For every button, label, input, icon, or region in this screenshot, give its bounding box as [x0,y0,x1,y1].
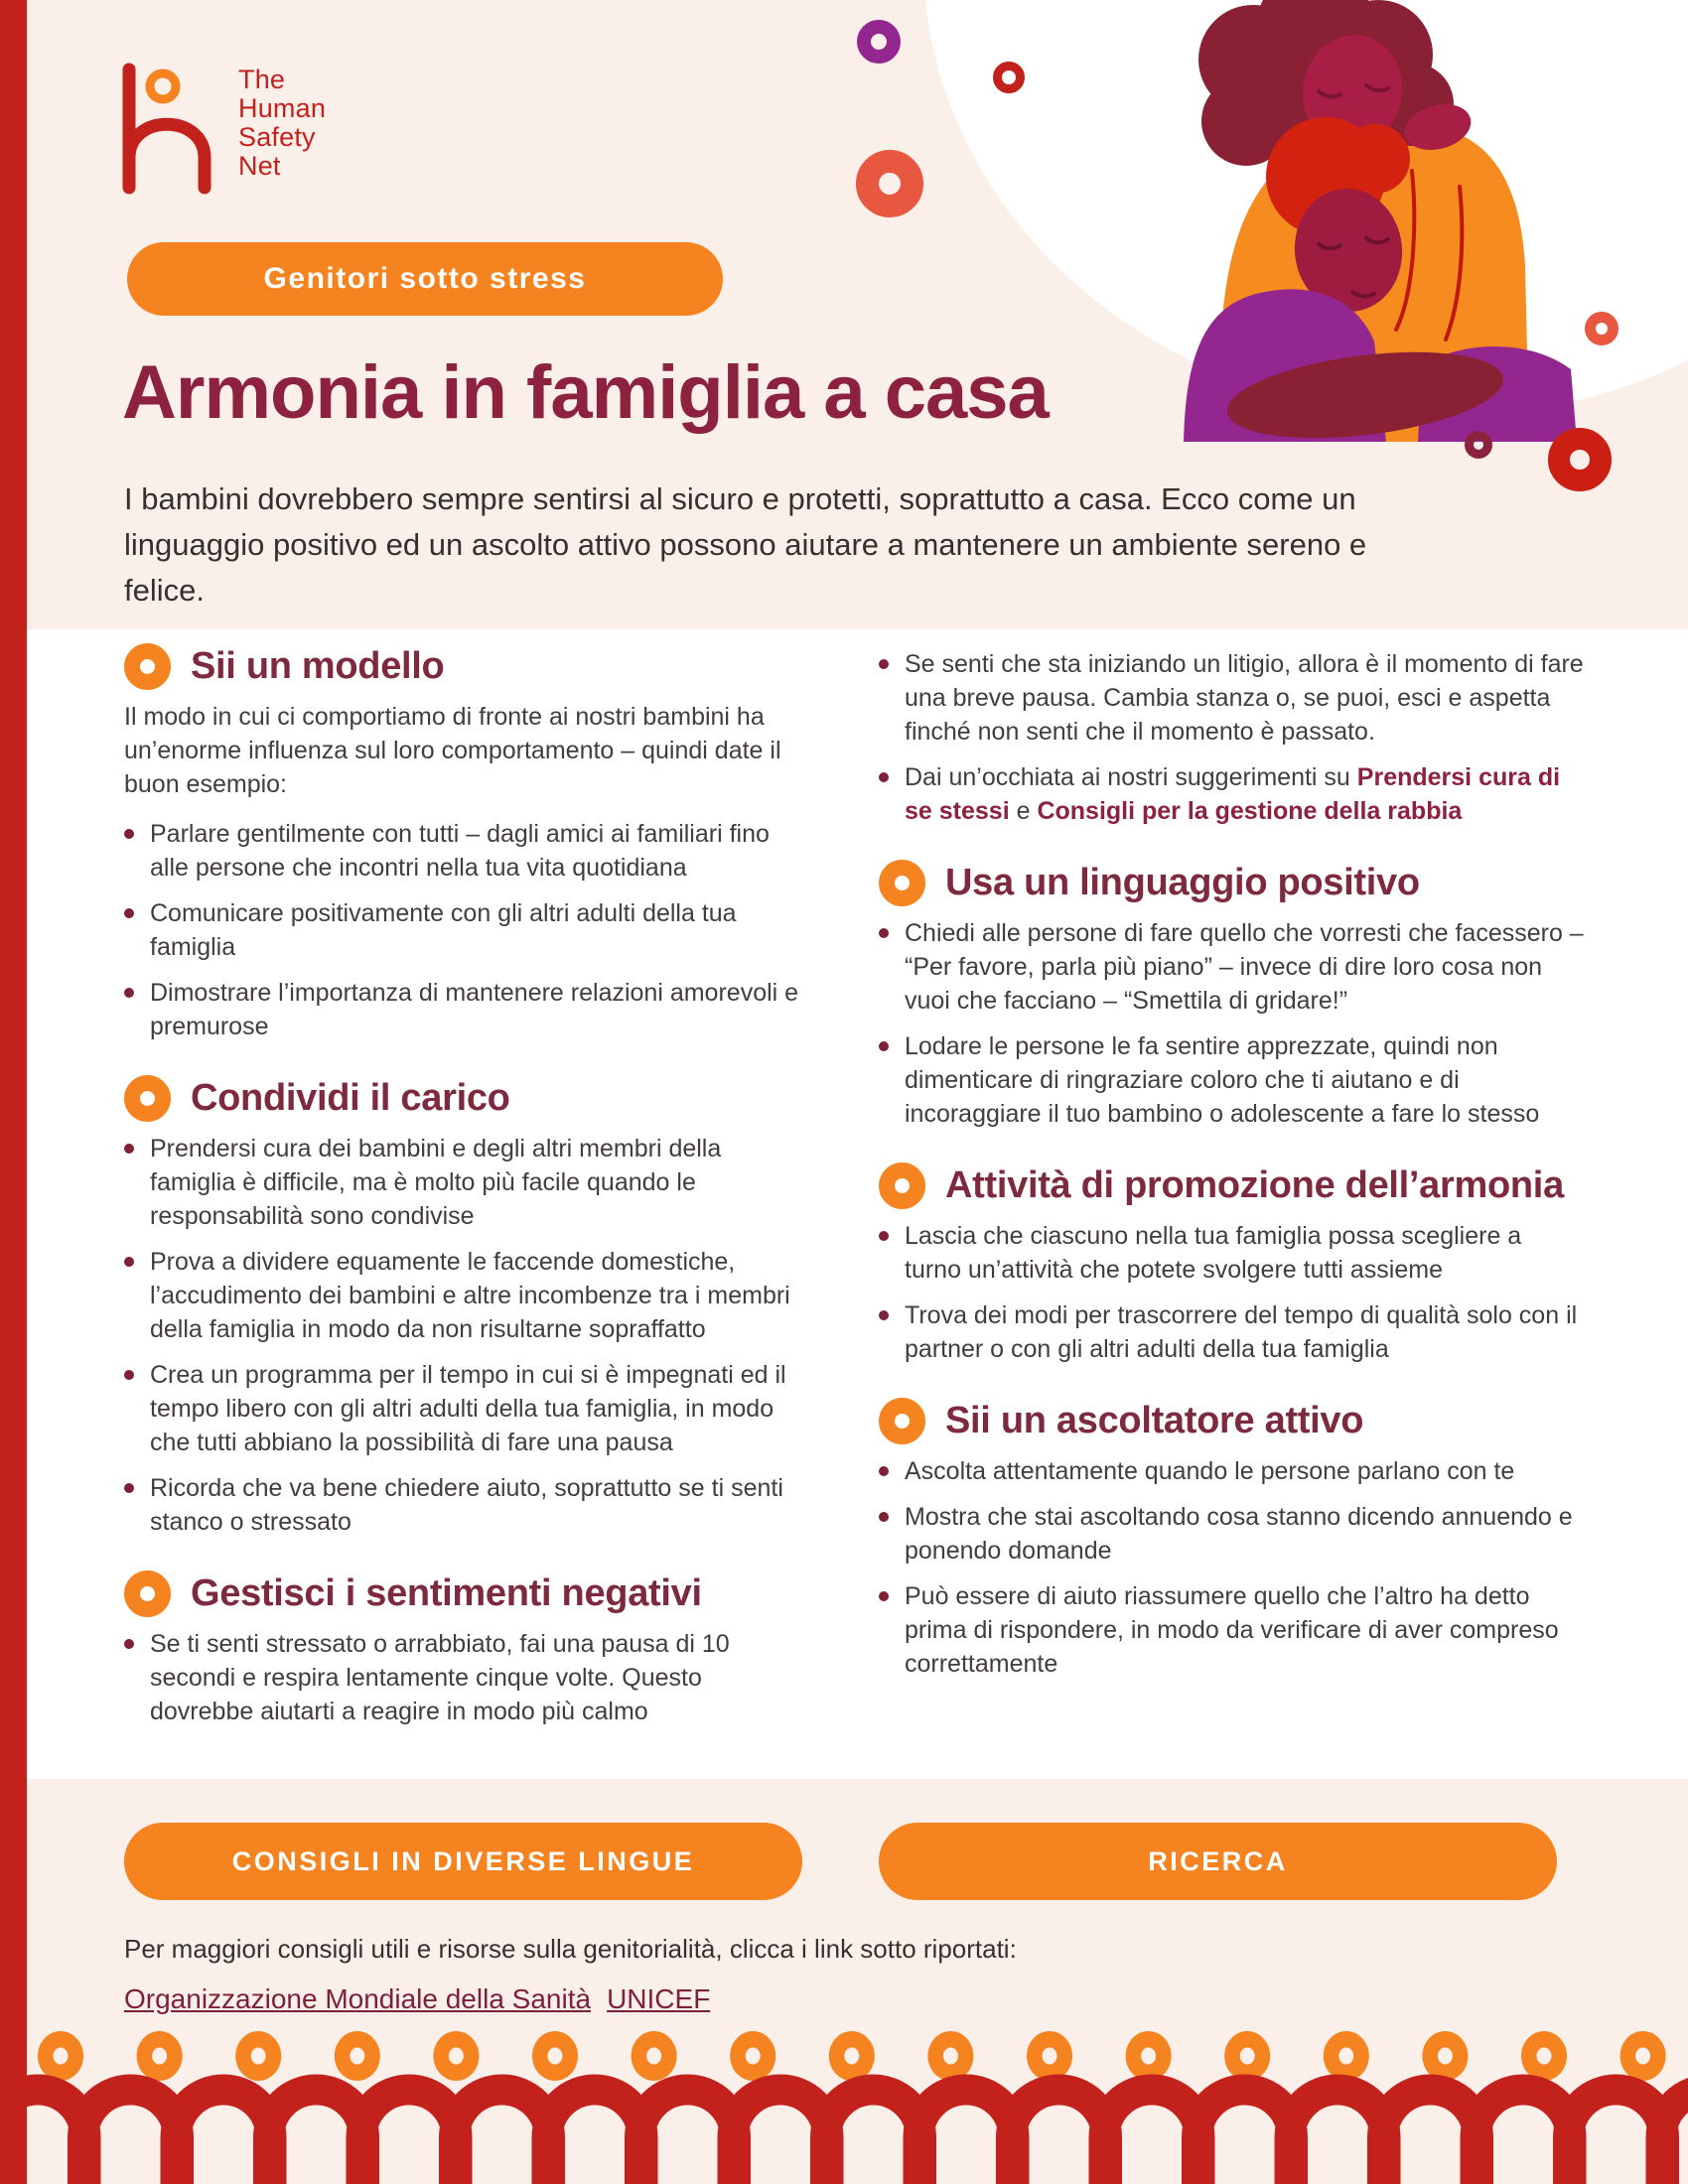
bullet-dot-icon [879,1591,889,1601]
section-donut-icon [124,1075,171,1122]
bullet-text: Prova a dividere equamente le faccende domestiche, l’accudimento dei bambini e altre incombenze tra i membri della famiglia in modo da non risultarne sopraffatto [150,1248,790,1343]
logo-line: The [238,65,286,94]
section-heading: Gestisci i sentimenti negativi [191,1572,702,1614]
section-heading: Usa un linguaggio positivo [945,862,1420,903]
list-item [124,1358,809,1459]
list-item [124,896,809,964]
bullet-dot-icon [879,928,889,938]
bullet-text: Chiedi alle persone di fare quello che vorresti che facessero – “Per favore, parla più piano” – invece di dire loro cosa non vuoi che facciano – “Smettila di gridare!” [905,919,1584,1015]
human-safety-net-logo-icon [117,62,226,196]
section-donut-icon [879,1398,925,1444]
section-donut-icon [879,860,925,906]
section-donut-icon [124,643,171,690]
section-donut-icon [124,1570,171,1617]
bullet-dot-icon [879,1466,889,1476]
footer-links [124,1983,726,2015]
bullet-dot-icon [124,908,134,918]
list-item [124,1132,809,1233]
tips-languages-button[interactable]: CONSIGLI IN DIVERSE LINGUE [124,1823,802,1900]
bullet-dot-icon [879,659,889,669]
bullet-dot-icon [124,1483,134,1493]
list-item [879,1500,1584,1568]
bullet-text: Prendersi cura dei bambini e degli altri membri della famiglia è difficile, ma è molto più facile quando le responsabilità sono condivise [150,1135,722,1230]
link-prendersi-cura-di-se-stessi[interactable]: Prendersi cura di se stessi [905,763,1561,825]
list-item [124,1471,809,1539]
bullet-dot-icon [879,1310,889,1320]
bullet-text: Se senti che sta iniziando un litigio, allora è il momento di fare una breve pausa. Cambia stanza o, se puoi, esci e aspetta finché non senti che il momento è passato. [905,650,1584,746]
list-item [879,1219,1584,1287]
list-item [879,1579,1584,1681]
list-item [879,760,1584,828]
tomato-donut-icon [856,150,923,217]
section-gestisci-sentimenti-negativi [124,1570,809,1617]
maroon-donut-icon [1465,431,1492,459]
section-heading: Sii un modello [191,645,445,687]
tomato-ring-icon [1585,312,1618,345]
bullet-text: Se ti senti stressato o arrabbiato, fai una pausa di 10 secondi e respira lentamente cinque volte. Questo dovrebbe aiutarti a reagire in modo più calmo [150,1630,730,1725]
big-red-donut-icon [1548,428,1612,491]
list-item [879,916,1584,1018]
bullet-dot-icon [124,829,134,839]
bullet-text: Comunicare positivamente con gli altri adulti della tua famiglia [150,899,737,961]
page-title: Armonia in famiglia a casa [122,350,1049,435]
section-usa-linguaggio-positivo [879,860,1584,906]
bottom-decorative-border [0,2020,1688,2184]
left-red-border [0,0,27,2184]
link-unicef[interactable]: UNICEF [607,1983,711,2014]
bullet-text: Parlare gentilmente con tutti – dagli amici ai familiari fino alle persone che incontri nella tua vita quotidiana [150,820,770,882]
bullet-dot-icon [879,1231,889,1241]
human-safety-net-logo-text [238,66,326,181]
bullet-text-middle: e [1009,797,1038,825]
section-heading: Sii un ascoltatore attivo [945,1400,1364,1441]
bullet-dot-icon [124,1257,134,1267]
left-column [124,643,809,1740]
list-item [124,976,809,1043]
bullet-text: Mostra che stai ascoltando cosa stanno dicendo annuendo e ponendo domande [905,1503,1573,1565]
section-heading: Attività di promozione dell’armonia [945,1164,1564,1206]
list-item [124,1245,809,1346]
section-sii-ascoltatore-attivo [879,1398,1584,1444]
section-heading: Condividi il carico [191,1077,510,1119]
right-column [879,647,1584,1693]
bullet-text: Dimostrare l’importanza di mantenere relazioni amorevoli e premurose [150,979,799,1040]
list-item [124,817,809,885]
bullet-text [905,760,1584,828]
bullet-text: Crea un programma per il tempo in cui si è impegnati ed il tempo libero con gli altri adulti della tua famiglia, in modo che tutti abbiano la possibilità di fare una pausa [150,1361,786,1456]
list-item [124,1627,809,1728]
illustration-mother-child-hug [1162,0,1638,442]
list-item [879,1029,1584,1131]
footer-note: Per maggiori consigli utili e risorse sulla genitorialità, clicca i link sotto riportati: [124,1934,1017,1964]
list-item [879,1298,1584,1366]
section-body: Il modo in cui ci comportiamo di fronte ai nostri bambini ha un’enorme influenza sul loro comportamento – quindi date il buon esempio: [124,703,781,798]
bullet-text: Può essere di aiuto riassumere quello che l’altro ha detto prima di rispondere, in modo da verificare di aver compreso correttamente [905,1582,1559,1678]
bullet-dot-icon [879,1512,889,1522]
bullet-text: Lascia che ciascuno nella tua famiglia possa scegliere a turno un’attività che potete svolgere tutti assieme [905,1222,1522,1284]
link-consigli-gestione-rabbia[interactable]: Consigli per la gestione della rabbia [1037,797,1463,825]
bullet-dot-icon [124,988,134,998]
logo-line: Safety [238,122,316,152]
section-sii-un-modello [124,643,809,690]
bullet-dot-icon [124,1144,134,1154]
section-donut-icon [879,1162,925,1209]
bullet-text: Ricorda che va bene chiedere aiuto, soprattutto se ti senti stanco o stressato [150,1474,783,1536]
bullet-dot-icon [124,1370,134,1380]
list-item [879,647,1584,749]
logo-line: Human [238,93,327,123]
topic-badge: Genitori sotto stress [127,242,723,316]
intro-paragraph: I bambini dovrebbero sempre sentirsi al sicuro e protetti, soprattutto a casa. Ecco come un linguaggio positivo ed un ascolto attivo possono aiutare a mantenere un ambiente sereno e felice. [124,481,1367,608]
bullet-text-prefix: Dai un’occhiata ai nostri suggerimenti su [905,763,1357,791]
bullet-text: Lodare le persone le fa sentire apprezzate, quindi non dimenticare di ringraziare coloro che ti aiutano e di incoraggiare il tuo bambino o adolescente a fare lo stesso [905,1032,1540,1128]
logo-line: Net [238,151,281,181]
purple-donut-icon [857,20,901,64]
bullet-dot-icon [124,1639,134,1649]
section-condividi-il-carico [124,1075,809,1122]
list-item [879,1454,1584,1488]
section-attivita-promozione-armonia [879,1162,1584,1209]
red-ring-icon [993,62,1025,93]
bullet-text: Ascolta attentamente quando le persone parlano con te [905,1457,1515,1485]
bullet-text: Trova dei modi per trascorrere del tempo di qualità solo con il partner o con gli altri adulti della tua famiglia [905,1301,1578,1363]
bullet-dot-icon [879,1041,889,1051]
research-button[interactable]: RICERCA [879,1823,1557,1900]
bullet-dot-icon [879,772,889,782]
link-organizzazione-mondiale-sanita[interactable]: Organizzazione Mondiale della Sanità [124,1983,592,2014]
